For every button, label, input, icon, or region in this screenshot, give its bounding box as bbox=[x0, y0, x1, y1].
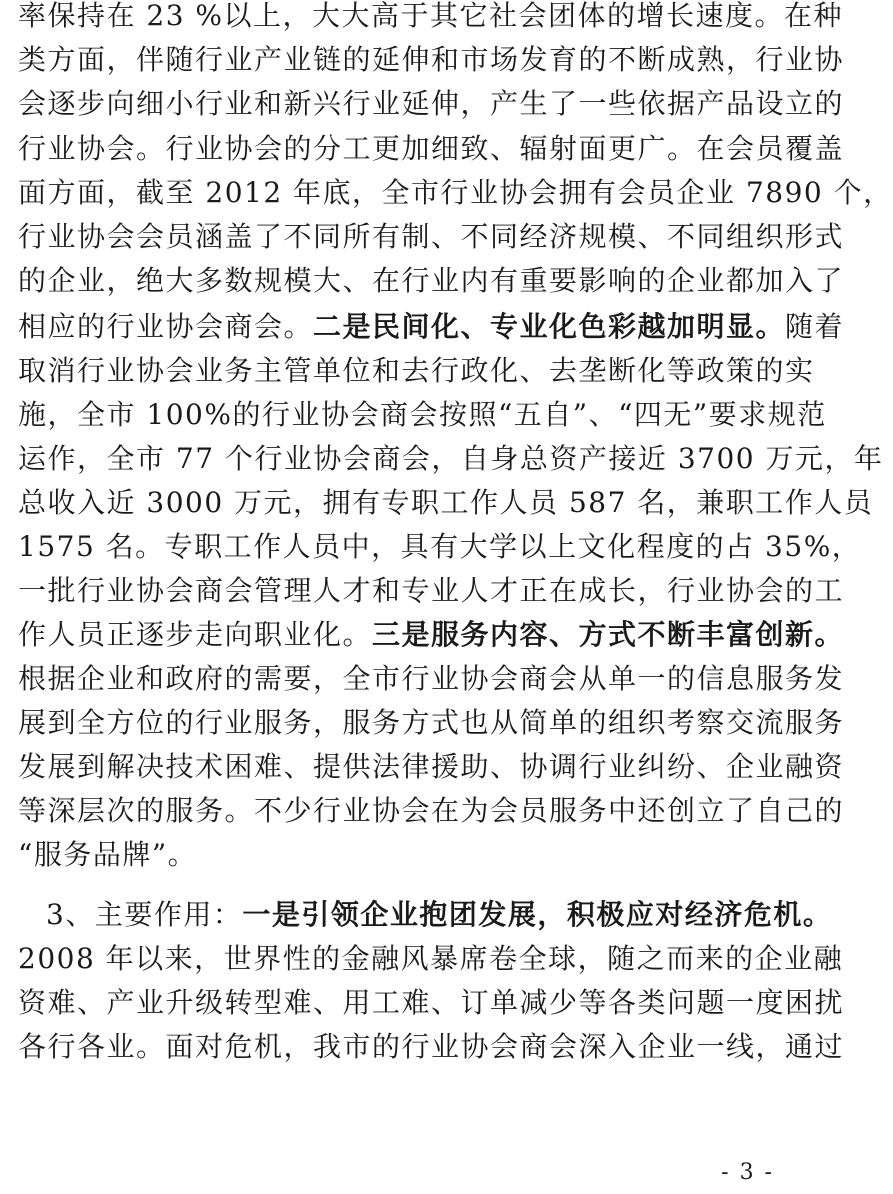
text-line bbox=[18, 613, 845, 657]
text-segment: 的企业，绝大多数规模大、在行业内有重要影响的企业都加入了 bbox=[18, 264, 845, 297]
text-segment: 行业协会。行业协会的分工更加细致、辐射面更广。在会员覆盖 bbox=[18, 132, 845, 165]
text-segment: 随着 bbox=[785, 310, 845, 343]
text-line bbox=[18, 0, 844, 38]
text-line bbox=[18, 789, 845, 833]
text-line bbox=[18, 349, 815, 393]
text-segment: 根据企业和政府的需要，全市行业协会商会从单一的信息服务发 bbox=[18, 662, 845, 695]
text-segment: 2008 年以来，世界性的金融风暴席卷全球，随之而来的企业融 bbox=[18, 942, 844, 975]
text-line bbox=[18, 833, 808, 877]
text-segment: 作人员正逐步走向职业化。 bbox=[18, 618, 373, 651]
text-line bbox=[18, 38, 845, 82]
text-segment: 会逐步向细小行业和新兴行业延伸，产生了一些依据产品设立的 bbox=[18, 87, 845, 120]
text-segment: 3、主要作用： bbox=[46, 898, 243, 931]
text-segment: 率保持在 23 %以上，大大高于其它社会团体的增长速度。在种 bbox=[18, 0, 844, 32]
text-line bbox=[46, 893, 833, 937]
text-line bbox=[18, 82, 845, 126]
text-segment: 等深层次的服务。不少行业协会在为会员服务中还创立了自己的 bbox=[18, 794, 845, 827]
text-segment: 总收入近 3000 万元，拥有专职工作人员 587 名，兼职工作人员 bbox=[18, 486, 874, 519]
text-line bbox=[18, 981, 845, 1025]
text-line bbox=[18, 393, 827, 437]
text-segment: 一批行业协会商会管理人才和专业人才正在成长，行业协会的工 bbox=[18, 574, 845, 607]
text-line bbox=[18, 305, 845, 349]
text-segment: 各行各业。面对危机，我市的行业协会商会深入企业一线，通过 bbox=[18, 1030, 845, 1063]
text-segment: 类方面，伴随行业产业链的延伸和市场发育的不断成熟，行业协 bbox=[18, 43, 845, 76]
bold-text-segment: 一是引领企业抱团发展，积极应对经济危机。 bbox=[242, 898, 833, 931]
text-line bbox=[18, 937, 844, 981]
text-line bbox=[18, 437, 884, 481]
bold-text-segment: 三是服务内容、方式不断丰富创新。 bbox=[372, 618, 845, 651]
page-number: - 3 - bbox=[721, 1160, 774, 1185]
text-line bbox=[18, 259, 845, 303]
text-line bbox=[18, 701, 845, 745]
text-line bbox=[18, 525, 862, 569]
text-segment: 展到全方位的行业服务，服务方式也从简单的组织考察交流服务 bbox=[18, 706, 845, 739]
text-line bbox=[18, 1025, 845, 1069]
text-line bbox=[18, 481, 874, 525]
text-segment: 施，全市 100%的行业协会商会按照“五自”、“四无”要求规范 bbox=[18, 398, 827, 431]
text-segment: 1575 名。专职工作人员中，具有大学以上文化程度的占 35%， bbox=[18, 530, 862, 563]
text-line bbox=[18, 215, 845, 259]
text-line bbox=[18, 569, 845, 613]
text-segment: 资难、产业升级转型难、用工难、订单减少等各类问题一度困扰 bbox=[18, 986, 845, 1019]
text-segment: 面方面，截至 2012 年底，全市行业协会拥有会员企业 7890 个， bbox=[18, 176, 893, 209]
text-line bbox=[18, 745, 845, 789]
text-segment: 发展到解决技术困难、提供法律援助、协调行业纠纷、企业融资 bbox=[18, 750, 845, 783]
text-segment: 取消行业协会业务主管单位和去行政化、去垄断化等政策的实 bbox=[18, 354, 815, 387]
bold-text-segment: 二是民间化、专业化色彩越加明显。 bbox=[313, 310, 786, 343]
text-segment: “服务品牌”。 bbox=[18, 838, 198, 871]
text-segment: 相应的行业协会商会。 bbox=[18, 310, 314, 343]
text-line bbox=[18, 657, 845, 701]
text-segment: 行业协会会员涵盖了不同所有制、不同经济规模、不同组织形式 bbox=[18, 220, 845, 253]
text-line bbox=[18, 127, 845, 171]
text-line bbox=[18, 171, 893, 215]
text-segment: 运作，全市 77 个行业协会商会，自身总资产接近 3700 万元，年 bbox=[18, 442, 884, 475]
